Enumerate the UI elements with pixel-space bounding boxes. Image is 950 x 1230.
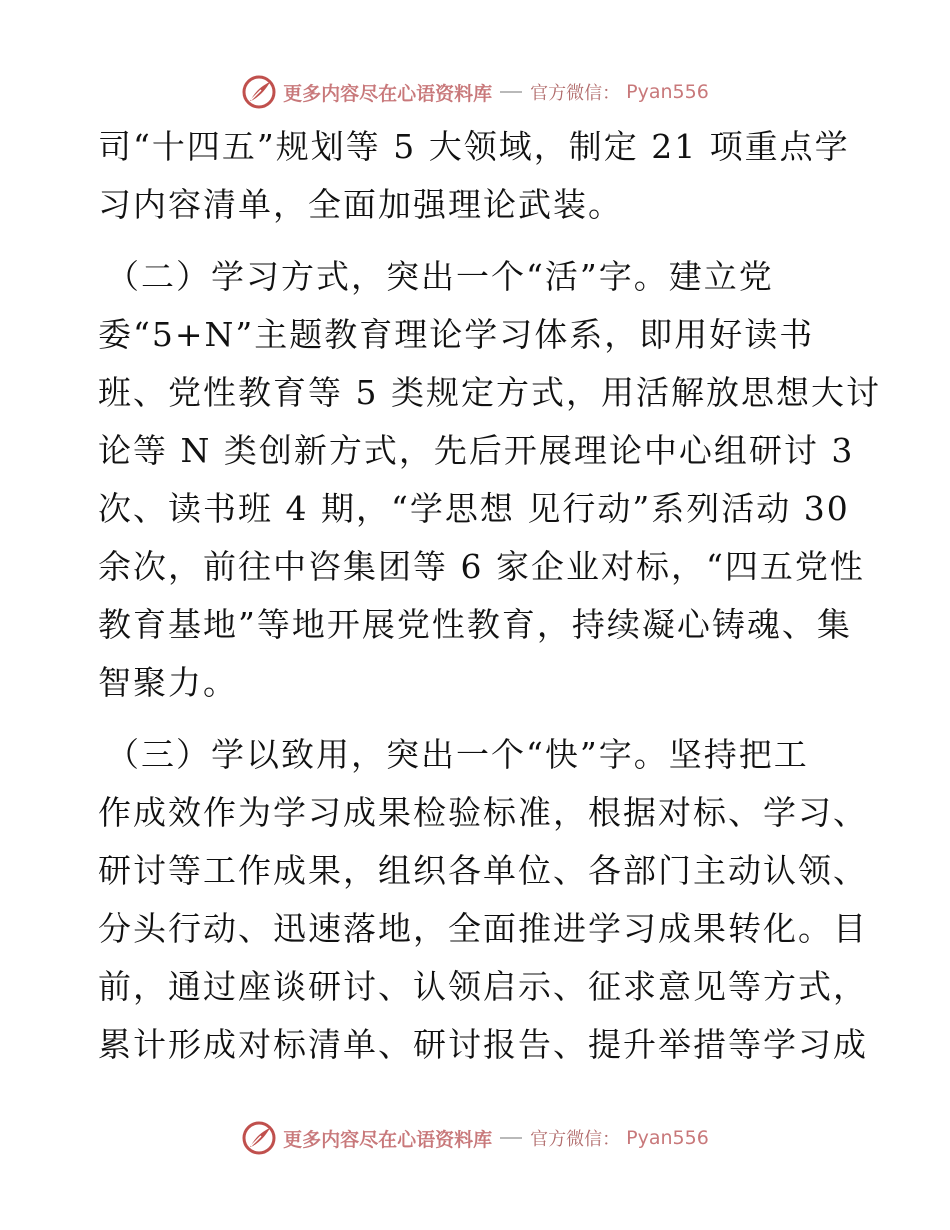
watermark-channel-text: 官方微信： [530, 83, 621, 104]
text-line: 论等 N 类创新方式，先后开展理论中心组研讨 3 [98, 431, 855, 470]
paragraph [98, 248, 881, 712]
feather-logo-icon [241, 1120, 277, 1156]
document-body [98, 118, 881, 1074]
watermark-main-text: 更多内容尽在心语资料库 [283, 82, 493, 105]
section-heading-line: （二）学习方式，突出一个“活”字。建立党 [106, 257, 774, 296]
text-line: 司“十四五”规划等 5 大领域，制定 21 项重点学 [98, 127, 850, 166]
watermark-account-id: Pyan556 [626, 1127, 709, 1149]
section-heading-line: （三）学以致用，突出一个“快”字。坚持把工 [106, 735, 809, 774]
text-line: 班、党性教育等 5 类规定方式，用活解放思想大讨 [98, 373, 881, 412]
watermark-account-id: Pyan556 [626, 81, 709, 103]
header-watermark [0, 72, 950, 112]
footer-watermark [0, 1118, 950, 1158]
paragraph [98, 726, 868, 1074]
text-line: 累计形成对标清单、研讨报告、提升举措等学习成 [98, 1025, 868, 1064]
text-line: 习内容清单，全面加强理论武装。 [98, 185, 623, 224]
watermark-main-text: 更多内容尽在心语资料库 [283, 1128, 493, 1151]
text-line: 分头行动、迅速落地，全面推进学习成果转化。目 [98, 909, 868, 948]
text-line: 委“5+N”主题教育理论学习体系，即用好读书 [98, 315, 815, 354]
text-line: 余次，前往中咨集团等 6 家企业对标，“四五党性 [98, 547, 865, 586]
text-line: 研讨等工作成果，组织各单位、各部门主动认领、 [98, 851, 868, 890]
feather-logo-icon [241, 74, 277, 110]
watermark-channel-text: 官方微信： [530, 1129, 621, 1150]
text-line: 前，通过座谈研讨、认领启示、征求意见等方式， [98, 967, 868, 1006]
text-line: 智聚力。 [98, 663, 238, 702]
text-line: 次、读书班 4 期，“学思想 见行动”系列活动 30 [98, 489, 850, 528]
text-line: 教育基地”等地开展党性教育，持续凝心铸魂、集 [98, 605, 852, 644]
watermark-separator [500, 91, 522, 93]
paragraph [98, 118, 858, 234]
text-line: 作成效作为学习成果检验标准，根据对标、学习、 [98, 793, 868, 832]
watermark-separator [500, 1137, 522, 1139]
